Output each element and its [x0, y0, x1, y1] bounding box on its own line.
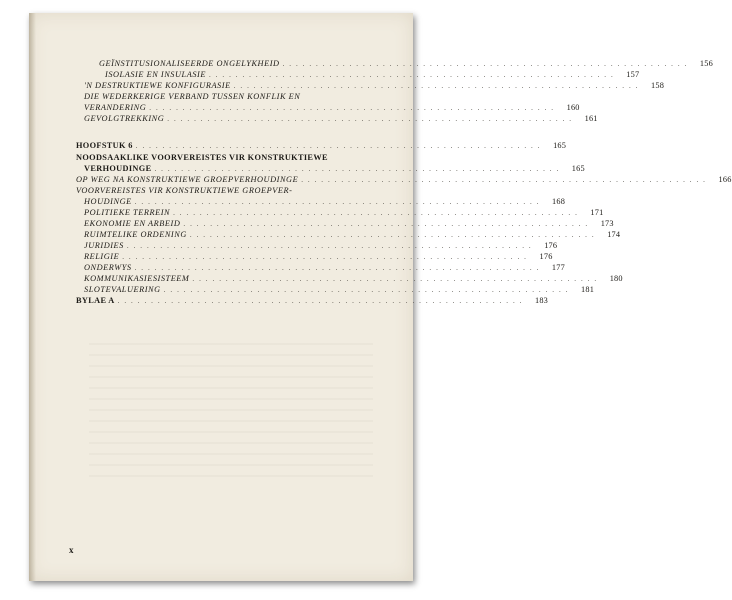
toc-entry — [29, 274, 623, 285]
toc-entry-title: KOMMUNIKASIESISTEEM — [84, 274, 190, 283]
toc-chapter-subtitle: NOODSAAKLIKE VOORVEREISTES VIR KONSTRUKTIEWE — [76, 153, 328, 162]
toc-page-number: 156 — [699, 59, 713, 68]
toc-entry-title: VOORVEREISTES VIR KONSTRUKTIEWE GROEPVER- — [76, 186, 293, 195]
toc-entry — [29, 230, 621, 241]
toc-leader: . . . . . . . . . . . . . . . . . . . . . . . . . . . . . . . . . . . . . . . . . . . . . . . . . . . . . . . . . . . . . — [134, 264, 540, 272]
toc-page-number: 158 — [651, 81, 665, 90]
toc-entry — [29, 164, 585, 175]
toc-entry-line — [29, 153, 421, 164]
toc-page-number: 173 — [600, 219, 614, 228]
toc-leader: . . . . . . . . . . . . . . . . . . . . . . . . . . . . . . . . . . . . . . . . . . . . . . . . . . . . . . . . . . . . . — [192, 275, 598, 283]
toc-entry — [29, 59, 713, 70]
toc-entry-title: ONDERWYS — [84, 263, 132, 272]
table-of-contents — [29, 13, 732, 581]
toc-leader: . . . . . . . . . . . . . . . . . . . . . . . . . . . . . . . . . . . . . . . . . . . . . . . . . . . . . . . . . . . . . — [117, 297, 524, 305]
toc-page-number: 171 — [590, 208, 604, 217]
toc-entry — [29, 219, 614, 230]
toc-chapter-subtitle-continued: VERHOUDINGE — [84, 164, 152, 173]
toc-page-number: 165 — [571, 164, 585, 173]
toc-entry — [29, 114, 598, 125]
toc-entry-title: RELIGIE — [84, 252, 120, 261]
toc-entry-title: RUIMTELIKE ORDENING — [84, 230, 187, 239]
toc-entry — [29, 263, 565, 274]
toc-leader: . . . . . . . . . . . . . . . . . . . . . . . . . . . . . . . . . . . . . . . . . . . . . . . . . . . . . . . . . . . . . — [149, 104, 555, 112]
toc-leader: . . . . . . . . . . . . . . . . . . . . . . . . . . . . . . . . . . . . . . . . . . . . . . . . . . . . . . . . . . . . . — [126, 242, 533, 250]
toc-entry — [29, 103, 580, 114]
toc-entry-title: ISOLASIE EN INSULASIE — [105, 70, 206, 79]
toc-entry-title: GEÏNSTITUSIONALISEERDE ONGELYKHEID — [99, 59, 280, 68]
toc-page-number: 168 — [552, 197, 566, 206]
toc-leader: . . . . . . . . . . . . . . . . . . . . . . . . . . . . . . . . . . . . . . . . . . . . . . . . . . . . . . . . . . . . . — [122, 253, 528, 261]
toc-page-number: 160 — [566, 103, 580, 112]
toc-leader: . . . . . . . . . . . . . . . . . . . . . . . . . . . . . . . . . . . . . . . . . . . . . . . . . . . . . . . . . . . . . — [233, 82, 640, 90]
toc-page-number: 181 — [581, 285, 595, 294]
toc-page-number: 177 — [551, 263, 565, 272]
toc-leader: . . . . . . . . . . . . . . . . . . . . . . . . . . . . . . . . . . . . . . . . . . . . . . . . . . . . . . . . . . . . . — [282, 60, 688, 68]
toc-page-number: 180 — [609, 274, 623, 283]
toc-chapter-title: HOOFSTUK 6 — [76, 141, 133, 150]
page-folio-number: x — [69, 545, 74, 555]
book-page — [29, 13, 732, 581]
toc-page-number: 183 — [534, 296, 549, 305]
toc-entry-title: GEVOLGTREKKING — [84, 114, 165, 123]
toc-chapter-heading — [29, 141, 567, 152]
toc-leader: . . . . . . . . . . . . . . . . . . . . . . . . . . . . . . . . . . . . . . . . . . . . . . . . . . . . . . . . . . . . . — [173, 209, 579, 217]
toc-appendix-title: BYLAE A — [76, 296, 115, 305]
toc-entry — [29, 208, 604, 219]
toc-leader: . . . . . . . . . . . . . . . . . . . . . . . . . . . . . . . . . . . . . . . . . . . . . . . . . . . . . . . . . . . . . — [183, 220, 589, 228]
toc-entry-title-continued: HOUDINGE — [84, 197, 132, 206]
toc-page-number: 174 — [607, 230, 621, 239]
toc-entry-title: OP WEG NA KONSTRUKTIEWE GROEPVERHOUDINGE — [76, 175, 299, 184]
toc-page-number: 176 — [544, 241, 558, 250]
toc-entry-title: JURIDIES — [84, 241, 124, 250]
toc-leader: . . . . . . . . . . . . . . . . . . . . . . . . . . . . . . . . . . . . . . . . . . . . . . . . . . . . . . . . . . . . . — [163, 286, 570, 294]
toc-leader: . . . . . . . . . . . . . . . . . . . . . . . . . . . . . . . . . . . . . . . . . . . . . . . . . . . . . . . . . . . . . — [134, 198, 541, 206]
toc-entry — [29, 70, 640, 81]
toc-entry — [29, 197, 566, 208]
toc-entry — [29, 241, 558, 252]
toc-leader: . . . . . . . . . . . . . . . . . . . . . . . . . . . . . . . . . . . . . . . . . . . . . . . . . . . . . . . . . . . . . — [135, 142, 542, 150]
toc-entry-title-continued: VERANDERING — [84, 103, 147, 112]
toc-entry-title: POLITIEKE TERREIN — [84, 208, 171, 217]
toc-page-number: 176 — [539, 252, 553, 261]
toc-page-number: 165 — [553, 141, 567, 150]
toc-entry-line — [29, 186, 421, 197]
toc-entry — [29, 81, 665, 92]
toc-entry-title: 'N DESTRUKTIEWE KONFIGURASIE — [84, 81, 231, 90]
toc-entry — [29, 252, 553, 263]
toc-entry-title: SLOTEVALUERING — [84, 285, 161, 294]
toc-entry-title: EKONOMIE EN ARBEID — [84, 219, 181, 228]
toc-page-number: 157 — [626, 70, 640, 79]
toc-leader: . . . . . . . . . . . . . . . . . . . . . . . . . . . . . . . . . . . . . . . . . . . . . . . . . . . . . . . . . . . . . — [208, 71, 615, 79]
toc-appendix-heading — [29, 296, 549, 307]
toc-entry — [29, 175, 732, 186]
toc-page-number: 166 — [718, 175, 732, 184]
toc-leader: . . . . . . . . . . . . . . . . . . . . . . . . . . . . . . . . . . . . . . . . . . . . . . . . . . . . . . . . . . . . . — [154, 165, 560, 173]
toc-page-number: 161 — [584, 114, 598, 123]
toc-leader: . . . . . . . . . . . . . . . . . . . . . . . . . . . . . . . . . . . . . . . . . . . . . . . . . . . . . . . . . . . . . — [189, 231, 596, 239]
toc-entry-title: DIE WEDERKERIGE VERBAND TUSSEN KONFLIK EN — [84, 92, 301, 101]
toc-entry-line — [29, 92, 429, 103]
toc-leader: . . . . . . . . . . . . . . . . . . . . . . . . . . . . . . . . . . . . . . . . . . . . . . . . . . . . . . . . . . . . . — [301, 176, 707, 184]
toc-entry — [29, 285, 595, 296]
toc-leader: . . . . . . . . . . . . . . . . . . . . . . . . . . . . . . . . . . . . . . . . . . . . . . . . . . . . . . . . . . . . . — [167, 115, 573, 123]
